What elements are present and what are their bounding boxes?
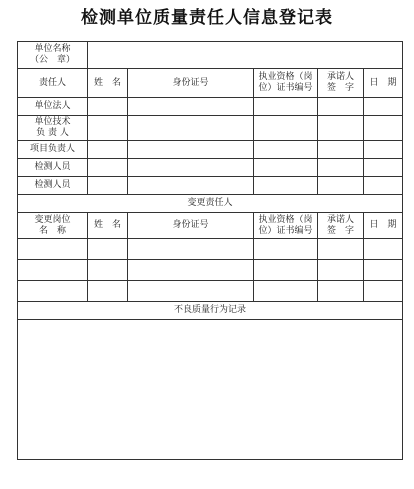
qualification-cell[interactable] xyxy=(254,116,318,141)
id-number-cell[interactable] xyxy=(128,159,254,177)
table-row xyxy=(18,281,403,302)
role-inspector-2: 检测人员 xyxy=(18,177,88,195)
name-cell[interactable] xyxy=(88,116,128,141)
date-cell[interactable] xyxy=(364,260,403,281)
date-cell[interactable] xyxy=(364,98,403,116)
signature-cell[interactable] xyxy=(318,116,364,141)
unit-name-label: 单位名称 （公 章） xyxy=(18,42,88,69)
header-responsible-person: 责任人 xyxy=(18,69,88,98)
unit-name-value-cell[interactable] xyxy=(88,42,403,69)
signature-cell[interactable] xyxy=(318,281,364,302)
header-date: 日 期 xyxy=(364,69,403,98)
change-header-name: 姓 名 xyxy=(88,213,128,239)
table-row xyxy=(18,260,403,281)
date-cell[interactable] xyxy=(364,159,403,177)
signature-cell[interactable] xyxy=(318,98,364,116)
table-row xyxy=(18,159,403,177)
header-row xyxy=(18,69,403,98)
date-cell[interactable] xyxy=(364,177,403,195)
role-inspector-1: 检测人员 xyxy=(18,159,88,177)
signature-cell[interactable] xyxy=(318,239,364,260)
date-cell[interactable] xyxy=(364,141,403,159)
name-cell[interactable] xyxy=(88,141,128,159)
name-cell[interactable] xyxy=(88,177,128,195)
id-number-cell[interactable] xyxy=(128,281,254,302)
role-legal-representative: 单位法人 xyxy=(18,98,88,116)
name-cell[interactable] xyxy=(88,239,128,260)
change-header-promisor-signature: 承诺人 签 字 xyxy=(318,213,364,239)
qualification-cell[interactable] xyxy=(254,177,318,195)
registration-table xyxy=(17,41,403,460)
name-cell[interactable] xyxy=(88,260,128,281)
header-promisor-signature: 承诺人 签 字 xyxy=(318,69,364,98)
bad-record-area[interactable] xyxy=(18,320,403,460)
change-section-row xyxy=(18,195,403,213)
id-number-cell[interactable] xyxy=(128,239,254,260)
signature-cell[interactable] xyxy=(318,177,364,195)
header-id-number: 身份证号 xyxy=(128,69,254,98)
unit-name-row xyxy=(18,42,403,69)
qualification-cell[interactable] xyxy=(254,141,318,159)
change-header-row xyxy=(18,213,403,239)
table-row xyxy=(18,98,403,116)
table-row xyxy=(18,116,403,141)
table-row xyxy=(18,141,403,159)
position-cell[interactable] xyxy=(18,239,88,260)
change-header-qualification: 执业资格（岗 位）证书编号 xyxy=(254,213,318,239)
signature-cell[interactable] xyxy=(318,159,364,177)
qualification-cell[interactable] xyxy=(254,281,318,302)
header-name: 姓 名 xyxy=(88,69,128,98)
name-cell[interactable] xyxy=(88,98,128,116)
role-technical-lead: 单位技术 负 责 人 xyxy=(18,116,88,141)
id-number-cell[interactable] xyxy=(128,98,254,116)
table-row xyxy=(18,177,403,195)
position-cell[interactable] xyxy=(18,281,88,302)
header-qualification: 执业资格（岗 位）证书编号 xyxy=(254,69,318,98)
signature-cell[interactable] xyxy=(318,260,364,281)
id-number-cell[interactable] xyxy=(128,141,254,159)
change-header-id-number: 身份证号 xyxy=(128,213,254,239)
position-cell[interactable] xyxy=(18,260,88,281)
role-project-lead: 项目负责人 xyxy=(18,141,88,159)
qualification-cell[interactable] xyxy=(254,239,318,260)
date-cell[interactable] xyxy=(364,116,403,141)
qualification-cell[interactable] xyxy=(254,98,318,116)
id-number-cell[interactable] xyxy=(128,260,254,281)
change-header-position: 变更岗位 名 称 xyxy=(18,213,88,239)
qualification-cell[interactable] xyxy=(254,159,318,177)
name-cell[interactable] xyxy=(88,281,128,302)
change-section-title: 变更责任人 xyxy=(18,195,403,213)
table-row xyxy=(18,239,403,260)
bad-record-title-row xyxy=(18,302,403,320)
bad-record-row xyxy=(18,320,403,460)
id-number-cell[interactable] xyxy=(128,116,254,141)
date-cell[interactable] xyxy=(364,239,403,260)
qualification-cell[interactable] xyxy=(254,260,318,281)
form-title: 检测单位质量责任人信息登记表 xyxy=(81,8,333,28)
date-cell[interactable] xyxy=(364,281,403,302)
name-cell[interactable] xyxy=(88,159,128,177)
signature-cell[interactable] xyxy=(318,141,364,159)
id-number-cell[interactable] xyxy=(128,177,254,195)
bad-record-title: 不良质量行为记录 xyxy=(18,302,403,320)
change-header-date: 日 期 xyxy=(364,213,403,239)
